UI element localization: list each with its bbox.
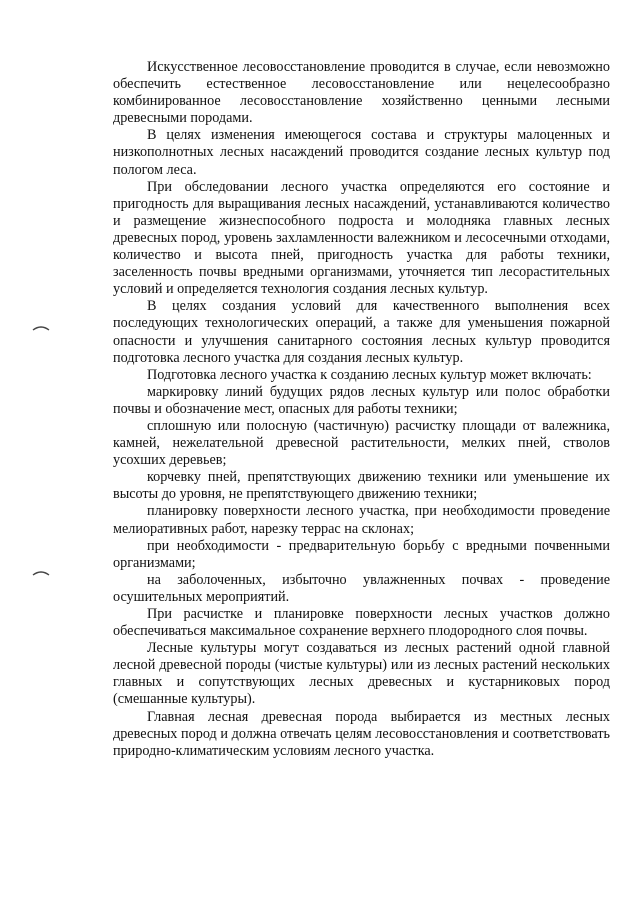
paragraph: В целях создания условий для качественного выполнения всех последующих технологических операций, а также для уменьшения пожарной опасности и улучшения санитарного состояния лесных культур проводится подготовка лесного участка для создания лесных культур. [113,298,610,366]
paragraph: При обследовании лесного участка определяются его состояние и пригодность для выращивания лесных насаждений, устанавливаются количество и размещение жизнеспособного подроста и молодняка главных лесных древесных пород, уровень захламленности валежником и лесосечными отходами, количество и высота пней, пригодность участка для работы техники, заселенность почвы вредными организмами, уточняется тип лесорастительных условий и определяется технология создания лесных культур. [113,178,610,298]
paragraph: Лесные культуры могут создаваться из лесных растений одной главной лесной древесной породы (чистые культуры) или из лесных растений нескольких главных и сопутствующих лесных древесных и кустарниковых пород (смешанные культуры). [113,640,610,708]
list-item: при необходимости - предварительную борьбу с вредными почвенными организмами; [113,537,610,571]
binding-hole-mark [32,325,50,331]
list-item: корчевку пней, препятствующих движению техники или уменьшение их высоты до уровня, не препятствующего движению техники; [113,469,610,503]
paragraph: Подготовка лесного участка к созданию лесных культур может включать: [147,366,592,383]
paragraph: Искусственное лесовосстановление проводится в случае, если невозможно обеспечить естественное лесовосстановление или нецелесообразно комбинированное лесовосстановление хозяйственно ценными лесными древесными породами. [113,59,610,127]
document-body [113,59,610,760]
list-item: маркировку линий будущих рядов лесных культур или полос обработки почвы и обозначение мест, опасных для работы техники; [113,383,610,417]
paragraph: Главная лесная древесная порода выбирается из местных лесных древесных пород и должна отвечать целям лесовосстановления и соответствовать природно-климатическим условиям лесного участка. [113,708,610,759]
binding-hole-mark [32,570,50,576]
paragraph: В целях изменения имеющегося состава и структуры малоценных и низкополнотных лесных насаждений проводится создание лесных культур под пологом леса. [113,127,610,178]
paragraph: При расчистке и планировке поверхности лесных участков должно обеспечиваться максимальное сохранение верхнего плодородного слоя почвы. [113,606,610,640]
list-item: на заболоченных, избыточно увлажненных почвах - проведение осушительных мероприятий. [113,571,610,605]
list-item: планировку поверхности лесного участка, при необходимости проведение мелиоративных работ, нарезку террас на склонах; [113,503,610,537]
list-item: сплошную или полосную (частичную) расчистку площади от валежника, камней, нежелательной древесной растительности, мелких пней, стволов усохших деревьев; [113,417,610,469]
